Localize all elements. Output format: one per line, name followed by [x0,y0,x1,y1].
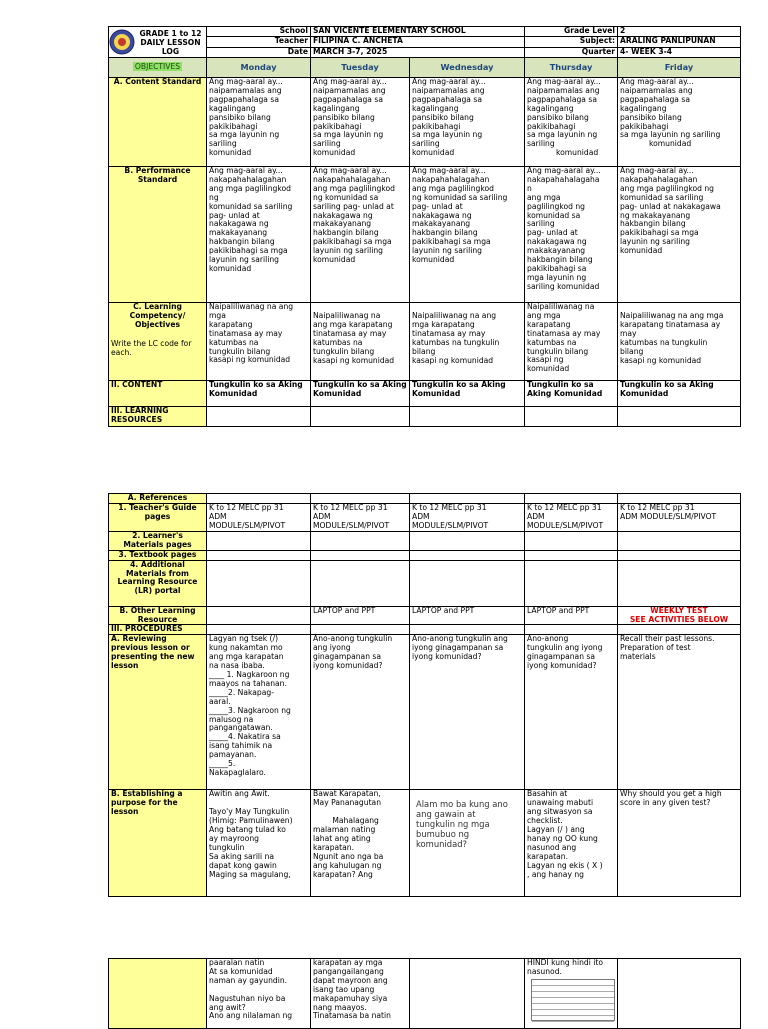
learning-resources-row [109,407,741,427]
content-standard-row [109,78,741,167]
learners-materials-row [109,531,741,550]
establishing-friday: Why should you get a high score in any given test? [618,790,741,897]
continuation-thursday-cell [525,959,618,1029]
procedures-label: III. PROCEDURES [109,625,207,635]
teacher-label: Teacher [207,37,311,47]
content-standard-label: A. Content Standard [109,78,207,167]
deped-seal-icon [109,29,135,55]
objectives-header [109,58,207,78]
grade-level-value: 2 [618,27,741,37]
day-header-thursday: Thursday [525,58,618,78]
date-value: MARCH 3-7, 2025 [311,47,525,57]
establishing-row [109,790,741,897]
performance-standard-thursday: Ang mag-aaral ay... nakapahahalagaha n ang mga paglilingkod ng komunidad sa sariling pag- unlad at nakakagawa ng makakayanang hakbangin bilang pakikibahagi sa mga layunin ng sariling komunidad [525,167,618,303]
content-standard-thursday: Ang mag-aaral ay... naipamamalas ang pagpapahalaga sa kagalingang pansibiko bilang pakikibahagi sa mga layunin ng sariling komunidad [525,78,618,167]
day-header-monday: Monday [207,58,311,78]
content-standard-tuesday: Ang mag-aaral ay... naipamamalas ang pagpapahalaga sa kagalingang pansibiko bilang pakikibahagi sa mga layunin ng sariling komunidad [311,78,410,167]
additional-materials-row [109,560,741,606]
reviewing-row [109,635,741,790]
competency-tuesday: Naipaliliwanag na ang mga karapatang tinatamasa ay may katumbas na tungkulin bilang kasapi ng komunidad [311,303,410,381]
teacher-value: FILIPINA C. ANCHETA [311,37,525,47]
content-label: II. CONTENT [109,381,207,407]
teachers-guide-friday: K to 12 MELC pp 31 ADM MODULE/SLM/PIVOT [618,503,741,531]
continuation-tuesday: karapatan ay mga pangangailangang dapat mayroon ang isang tao upang makapamuhay siya nang maayos. Tinatamasa ba natin [311,959,410,1029]
content-row [109,381,741,407]
competency-note: Write the LC code for each. [111,338,192,357]
competency-friday: Naipaliliwanag na ang mga karapatang tinatamasa ay may katumbas na tungkulin bilang kasapi ng komunidad [618,303,741,381]
school-value: SAN VICENTE ELEMENTARY SCHOOL [311,27,525,37]
weekly-test-note [618,606,741,625]
grade-range-text: GRADE 1 to 12 [139,28,202,38]
date-label: Date [207,47,311,57]
reviewing-friday: Recall their past lessons. Preparation of test materials [618,635,741,790]
performance-standard-row [109,167,741,303]
quarter-value: 4- WEEK 3-4 [618,47,741,57]
wednesday-question-text: Alam mo ba kung ano ang gawain at tungkulin ng mga bumubuo ng komunidad? [416,799,508,850]
procedures-row [109,625,741,635]
other-resources-thursday: LAPTOP and PPT [525,606,618,625]
grade-level-label: Grade Level [525,27,618,37]
dll-table-objectives [108,26,741,427]
other-resources-wednesday: LAPTOP and PPT [410,606,525,625]
subject-label: Subject: [525,37,618,47]
continuation-row [109,959,741,1029]
performance-standard-tuesday: Ang mag-aaral ay... nakapahahalagahan ang mga paglilingkod ng komunidad sa sariling pag- unlad at nakakagawa ng makakayanang hakbangin bilang pakikibahagi sa mga layunin ng sariling komunidad [311,167,410,303]
textbook-pages-row [109,550,741,560]
content-friday: Tungkulin ko sa Aking Komunidad [618,381,741,407]
school-label: School [207,27,311,37]
continuation-thursday: HINDI kung hindi ito nasunod. [527,958,603,976]
other-resources-label: B. Other Learning Resource [109,606,207,625]
continuation-monday: paaralan natin At sa komunidad naman ay gayundin. Nagustuhan niyo ba ang awit? Ano ang nilalaman ng [207,959,311,1029]
see-activities-label: SEE ACTIVITIES BELOW [629,614,729,624]
reviewing-monday: Lagyan ng tsek (/) kung nakamtan mo ang mga karapatan na nasa ibaba. ____ 1. Nagkaroon ng maayos na tahanan. _____2. Nakapag- aaral. _____3. Nagkaroon ng malusog na pangangatawan. _____4. Nakatira sa isang tahimik na pamayanan. _____5. Nakapaglalaro. [207,635,311,790]
references-label: A. References [109,494,207,504]
performance-standard-friday: Ang mag-aaral ay... nakapahahalagahan ang mga paglilingkod ng komunidad sa sariling pag- unlad at nakakagawa ng makakayanang hakbangin bilang pakikibahagi sa mga layunin ng sariling komunidad [618,167,741,303]
learning-resources-label: III. LEARNING RESOURCES [109,407,207,427]
deped-header-block [109,27,207,58]
competency-row [109,303,741,381]
day-header-wednesday: Wednesday [410,58,525,78]
establishing-thursday: Basahin at unawaing mabuti ang sitwasyon sa checklist. Lagyan (/ ) ang hanay ng OO kung nasunod ang karapatan. Lagyan ng ekis ( X ) , ang hanay ng [525,790,618,897]
teachers-guide-row [109,503,741,531]
reviewing-thursday: Ano-anong tungkulin ang iyong ginagampanan sa iyong komunidad? [525,635,618,790]
reviewing-wednesday: Ano-anong tungkulin ang iyong ginagampanan sa iyong komunidad? [410,635,525,790]
subject-value: ARALING PANLIPUNAN [618,37,741,47]
competency-thursday: Naipaliliwanag na ang mga karapatang tinatamasa ay may katumbas na tungkulin bilang kasapi ng komunidad [525,303,618,381]
teachers-guide-thursday: K to 12 MELC pp 31 ADM MODULE/SLM/PIVOT [525,503,618,531]
establishing-wednesday [410,790,525,897]
reviewing-tuesday: Ano-anong tungkulin ang iyong ginagampanan sa iyong komunidad? [311,635,410,790]
competency-monday: Naipaliliwanag na ang mga karapatang tinatamasa ay may katumbas na tungkulin bilang kasapi ng komunidad [207,303,311,381]
content-standard-wednesday: Ang mag-aaral ay... naipamamalas ang pagpapahalaga sa kagalingang pansibiko bilang pakikibahagi sa mga layunin ng sariling komunidad [410,78,525,167]
teachers-guide-monday: K to 12 MELC pp 31 ADM MODULE/SLM/PIVOT [207,503,311,531]
establishing-monday: Awitin ang Awit. Tayo'y May Tungkulin (Himig: Pamulinawen) Ang batang tulad ko ay mayroong tungkulin Sa aking sarili na dapat kong gawin Maging sa magulang, [207,790,311,897]
daily-lesson-log-title: DAILY LESSON LOG [140,37,201,56]
establishing-tuesday: Bawat Karapatan, May Pananagutan Mahalagang malaman nating lahat ang ating karapatan. Ngunit ano nga ba ang kahulugan ng karapatan? Ang [311,790,410,897]
content-monday: Tungkulin ko sa Aking Komunidad [207,381,311,407]
dll-table-continuation [108,958,741,1029]
performance-standard-label: B. Performance Standard [109,167,207,303]
teachers-guide-tuesday: K to 12 MELC pp 31 ADM MODULE/SLM/PIVOT [311,503,410,531]
teachers-guide-wednesday: K to 12 MELC pp 31 ADM MODULE/SLM/PIVOT [410,503,525,531]
content-standard-friday: Ang mag-aaral ay... naipamamalas ang pagpapahalaga sa kagalingang pansibiko bilang pakikibahagi sa mga layunin ng sariling komunidad [618,78,741,167]
textbook-pages-label: 3. Textbook pages [109,550,207,560]
checklist-thumbnail-image [531,979,615,1021]
content-standard-monday: Ang mag-aaral ay... naipamamalas ang pagpapahalaga sa kagalingang pansibiko bilang pakikibahagi sa mga layunin ng sariling komunidad [207,78,311,167]
dll-table-resources [108,493,741,897]
competency-wednesday: Naipaliliwanag na ang mga karapatang tinatamasa ay may katumbas na tungkulin bilang kasapi ng komunidad [410,303,525,381]
additional-materials-label: 4. Additional Materials from Learning Resource (LR) portal [109,560,207,606]
competency-cell [109,303,207,381]
content-tuesday: Tungkulin ko sa Aking Komunidad [311,381,410,407]
references-row [109,494,741,504]
teachers-guide-label: 1. Teacher's Guide pages [109,503,207,531]
weekly-test-label: WEEKLY TEST [650,606,708,615]
performance-standard-wednesday: Ang mag-aaral ay... nakapahahalagahan ang mga paglilingkod ng komunidad sa sariling pag- unlad at nakakagawa ng makakayanang hakbangin bilang pakikibahagi sa mga layunin ng sariling komunidad [410,167,525,303]
day-header-tuesday: Tuesday [311,58,410,78]
objectives-label: OBJECTIVES [134,62,181,72]
competency-label: C. Learning Competency/ Objectives [129,302,186,329]
reviewing-label: A. Reviewing previous lesson or presenting the new lesson [109,635,207,790]
quarter-label: Quarter [525,47,618,57]
establishing-label: B. Establishing a purpose for the lesson [109,790,207,897]
content-thursday: Tungkulin ko sa Aking Komunidad [525,381,618,407]
other-resources-tuesday: LAPTOP and PPT [311,606,410,625]
other-resources-row [109,606,741,625]
learners-materials-label: 2. Learner's Materials pages [109,531,207,550]
content-wednesday: Tungkulin ko sa Aking Komunidad [410,381,525,407]
performance-standard-monday: Ang mag-aaral ay... nakapahahalagahan ang mga paglilingkod ng komunidad sa sariling pag- unlad at nakakagawa ng makakayanang hakbangin bilang pakikibahagi sa mga layunin ng sariling komunidad [207,167,311,303]
day-header-friday: Friday [618,58,741,78]
